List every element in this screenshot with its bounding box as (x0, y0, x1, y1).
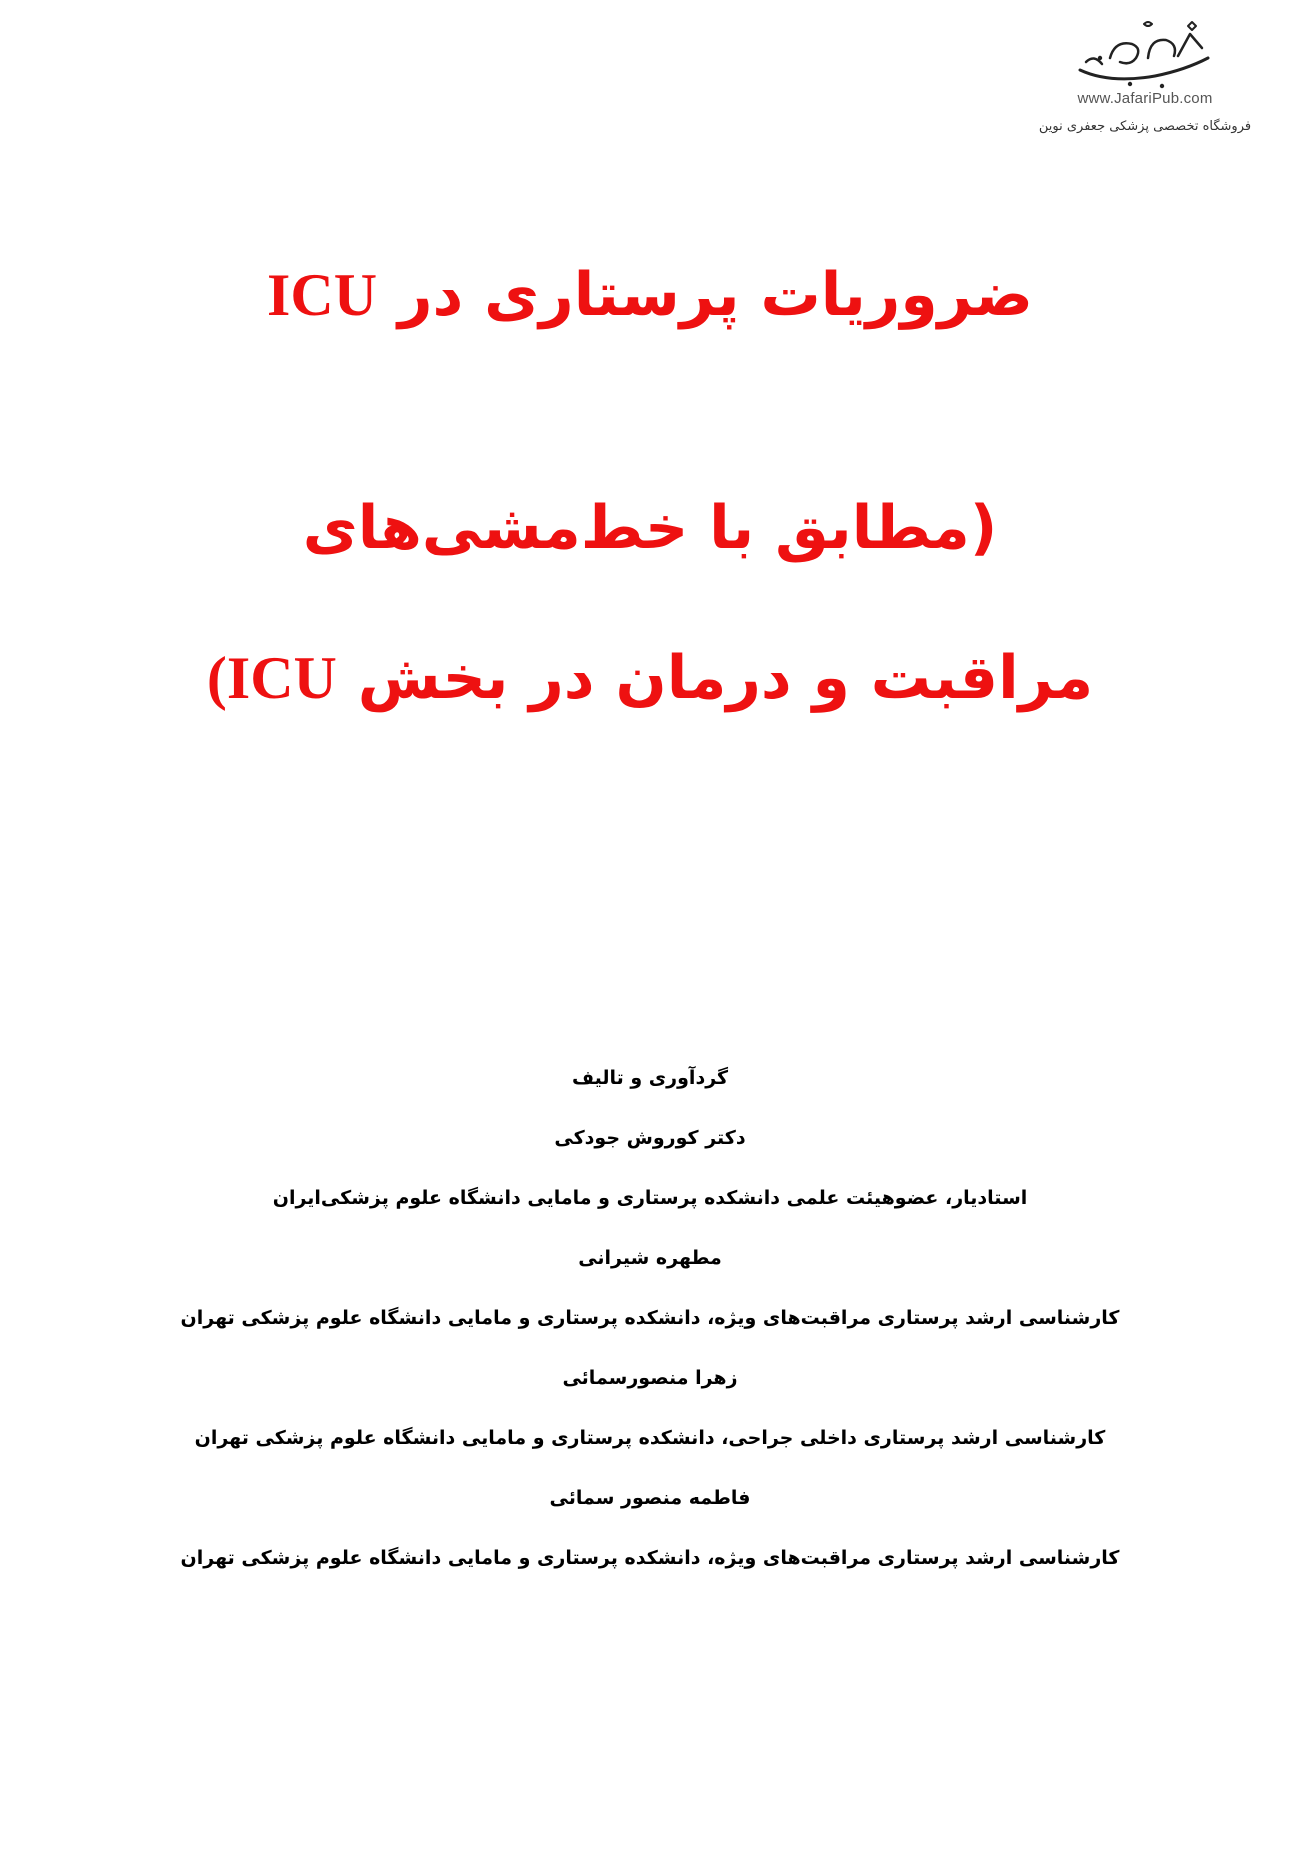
publisher-url: www.JafariPub.com (1077, 90, 1213, 107)
jafari-calligraphy-logo-icon (1070, 18, 1220, 90)
author-name: دکتر کوروش جودکی (554, 1127, 746, 1149)
title-line-1 (0, 255, 1300, 335)
title-line-1-text: ضروریات پرستاری در (397, 260, 1033, 330)
credits-heading: گردآوری و تالیف (571, 1067, 729, 1089)
title-line-2-text: (مطابق با خط‌مشی‌های (302, 493, 998, 563)
credits-block (0, 1048, 1300, 1588)
author-affiliation: استادیار، عضوهیئت علمی دانشکده پرستاری و مامایی دانشگاه علوم پزشکی‌ایران (272, 1187, 1028, 1209)
author-affiliation: کارشناسی ارشد پرستاری داخلی جراحی، دانشکده پرستاری و مامایی دانشگاه علوم پزشکی تهران (194, 1427, 1106, 1449)
title-line-1-latin: ICU (267, 262, 378, 328)
author-name: مطهره شیرانی (578, 1247, 722, 1269)
author-name: زهرا منصورسمائی (562, 1367, 738, 1389)
title-line-3-text: مراقبت و درمان در بخش (357, 643, 1094, 713)
publisher-tagline: فروشگاه تخصصی پزشکی جعفری نوین (1038, 119, 1252, 134)
author-affiliation: کارشناسی ارشد پرستاری مراقبت‌های ویژه، دانشکده پرستاری و مامایی دانشگاه علوم پزشکی تهران (180, 1307, 1120, 1329)
title-line-2 (0, 488, 1300, 568)
author-name: فاطمه منصور سمائی (549, 1487, 751, 1509)
publisher-logo (1030, 18, 1260, 148)
title-line-3-latin: ICU) (206, 645, 337, 711)
author-affiliation: کارشناسی ارشد پرستاری مراقبت‌های ویژه، دانشکده پرستاری و مامایی دانشگاه علوم پزشکی تهران (180, 1547, 1120, 1569)
title-line-3 (0, 638, 1300, 718)
